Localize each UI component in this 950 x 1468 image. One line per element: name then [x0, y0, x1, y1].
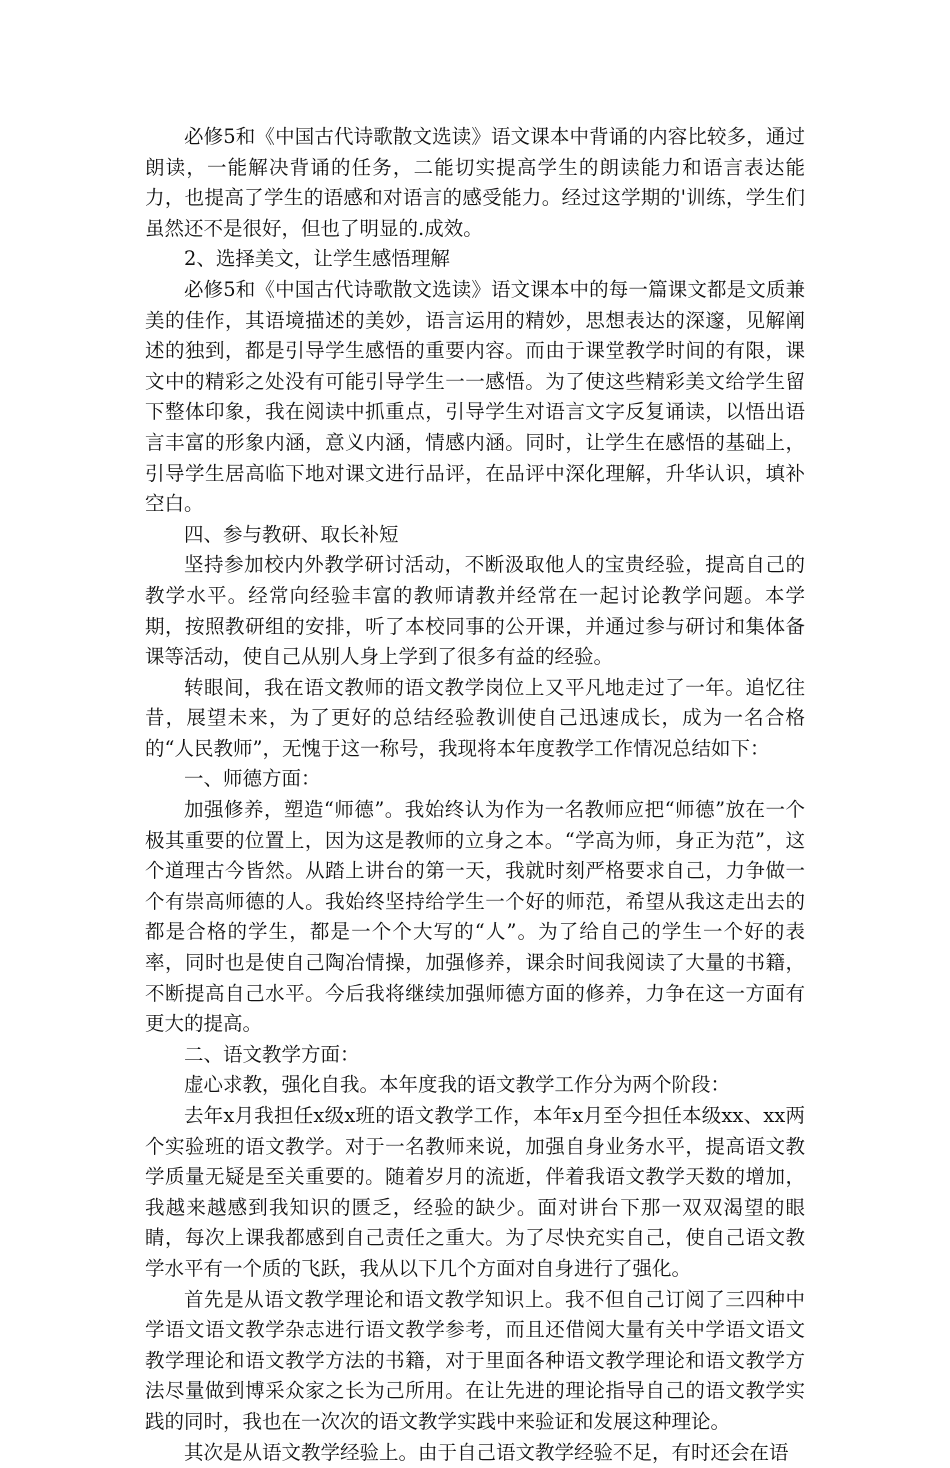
heading-teacher-ethics: 一、师德方面： — [184, 767, 321, 791]
paragraph-recitation: 必修5和《中国古代诗歌散文选读》语文课本中背诵的内容比较多，通过朗读，一能解决背诵的任务，二能切实提高学生的朗读能力和语言表达能力，也提高了学生的语感和对语言的感受能力。经过这学期的'训练，学生们虽然还不是很好，但也了明显的.成效。 — [145, 125, 805, 240]
paragraph-teaching-research: 坚持参加校内外教学研讨活动，不断汲取他人的宝贵经验，提高自己的教学水平。经常向经验丰富的教师请教并经常在一起讨论教学问题。本学期，按照教研组的安排，听了本校同事的公开课，并通过参与研讨和集体备课等活动，使自己从别人身上学到了很多有益的经验。 — [145, 553, 805, 669]
paragraph-experience: 其次是从语文教学经验上。由于自己语文教学经验不足，有时还会在语 — [184, 1440, 789, 1464]
heading-teaching-research: 四、参与教研、取长补短 — [184, 522, 399, 546]
paragraph-two-stages: 虚心求教，强化自我。本年度我的语文教学工作分为两个阶段： — [184, 1073, 731, 1097]
paragraph-last-year: 去年x月我担任x级x班的语文教学工作，本年x月至今担任本级xx、xx两个实验班的语文教学。对于一名教师来说，加强自身业务水平，提高语文教学质量无疑是至关重要的。随着岁月的流逝，伴着我语文教学天数的增加，我越来越感到我知识的匮乏，经验的缺少。面对讲台下那一双双渴望的眼睛，每次上课我都感到自己责任之重大。为了尽快充实自己，使自己语文教学水平有一个质的飞跃，我从以下几个方面对自身进行了强化。 — [145, 1104, 805, 1280]
paragraph-year-summary-intro: 转眼间，我在语文教师的语文教学岗位上又平凡地走过了一年。追忆往昔，展望未来，为了更好的总结经验教训使自己迅速成长，成为一名合格的“人民教师”，无愧于这一称号，我现将本年度教学工作情况总结如下： — [145, 675, 805, 760]
paragraph-teacher-ethics: 加强修养，塑造“师德”。我始终认为作为一名教师应把“师德”放在一个极其重要的位置上，因为这是教师的立身之本。“学高为师，身正为范”，这个道理古今皆然。从踏上讲台的第一天，我就时刻严格要求自己，力争做一个有崇高师德的人。我始终坚持给学生一个好的师范，希望从我这走出去的都是合格的学生，都是一个个大写的“人”。为了给自己的学生一个好的表率，同时也是使自己陶冶情操，加强修养，课余时间我阅读了大量的书籍，不断提高自己水平。今后我将继续加强师德方面的修养，力争在这一方面有更大的提高。 — [145, 798, 805, 1036]
heading-choose-fine-texts: 2、选择美文，让学生感悟理解 — [184, 247, 450, 271]
heading-chinese-teaching: 二、语文教学方面： — [184, 1042, 360, 1066]
paragraph-theory: 首先是从语文教学理论和语文教学知识上。我不但自己订阅了三四种中学语文语文教学杂志进行语文教学参考，而且还借阅大量有关中学语文语文教学理论和语文教学方法的书籍，对于里面各种语文教学理论和语文教学方法尽量做到博采众家之长为己所用。在让先进的理论指导自己的语文教学实践的同时，我也在一次次的语文教学实践中来验证和发展这种理论。 — [145, 1287, 805, 1433]
paragraph-fine-texts: 必修5和《中国古代诗歌散文选读》语文课本中的每一篇课文都是文质兼美的佳作，其语境描述的美妙，语言运用的精妙，思想表达的深邃，见解阐述的独到，都是引导学生感悟的重要内容。而由于课堂教学时间的有限，课文中的精彩之处没有可能引导学生一一感悟。为了使这些精彩美文给学生留下整体印象，我在阅读中抓重点，引导学生对语言文字反复诵读，以悟出语言丰富的形象内涵，意义内涵，情感内涵。同时，让学生在感悟的基础上，引导学生居高临下地对课文进行品评，在品评中深化理解，升华认识，填补空白。 — [145, 277, 805, 516]
document-body — [145, 122, 805, 1468]
